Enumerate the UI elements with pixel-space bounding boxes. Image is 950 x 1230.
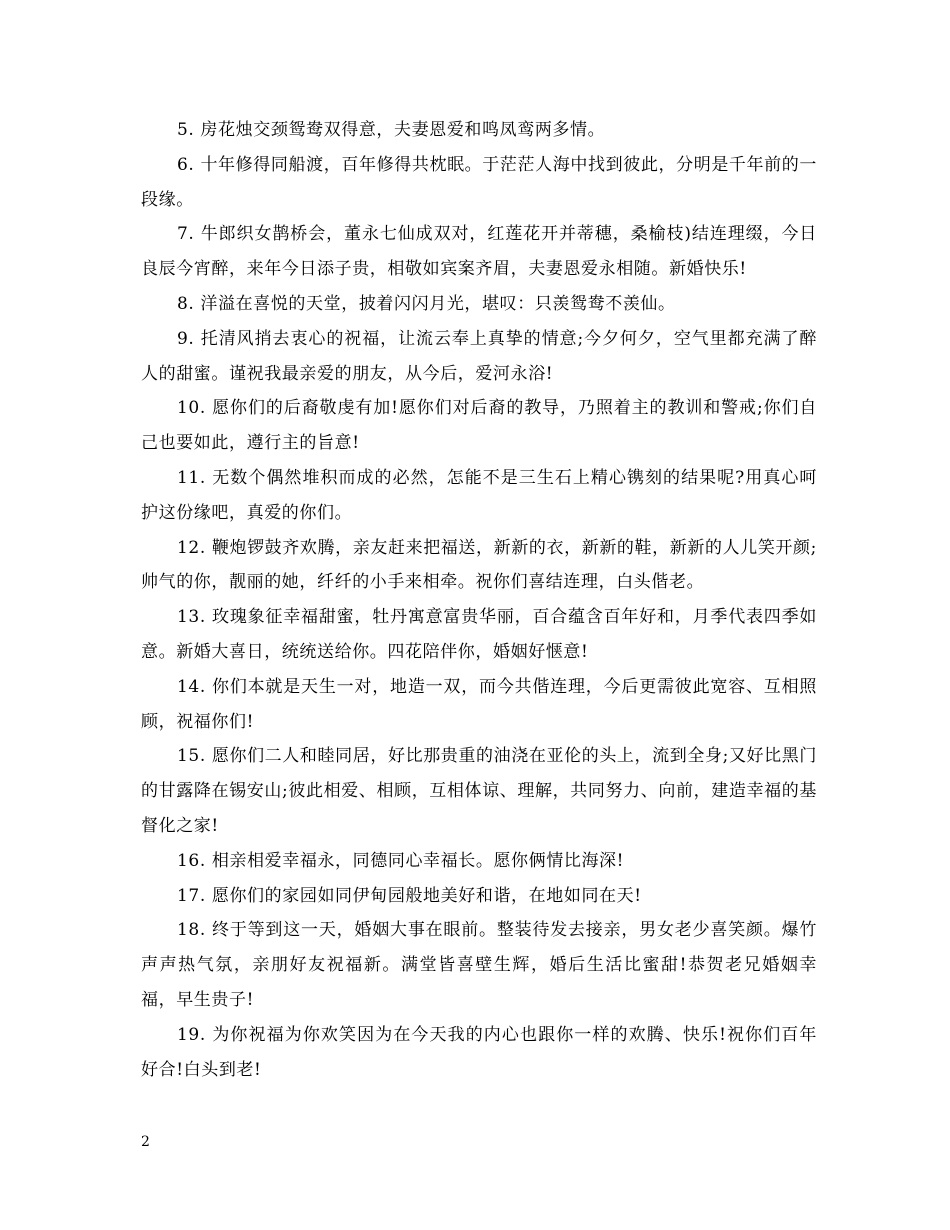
blessing-paragraph: 16. 相亲相爱幸福永，同德同心幸福长。愿你俩情比海深! [177,850,625,871]
blessing-paragraph: 8. 洋溢在喜悦的天堂，披着闪闪月光，堪叹：只羡鸳鸯不羡仙。 [177,293,676,314]
blessing-paragraph: 6. 十年修得同船渡，百年修得共枕眠。于茫茫人海中找到彼此，分明是千年前的一段缘。 [141,154,817,210]
blessing-paragraph: 17. 愿你们的家园如同伊甸园般地美好和谐，在地如同在天! [177,885,642,906]
blessing-paragraph: 13. 玫瑰象征幸福甜蜜，牡丹寓意富贵华丽，百合蕴含百年好和，月季代表四季如意。新婚大喜日，统统送给你。四花陪伴你，婚姻好惬意! [141,607,817,662]
blessing-paragraph: 11. 无数个偶然堆积而成的必然，怎能不是三生石上精心镌刻的结果呢?用真心呵护这份缘吧，真爱的你们。 [141,467,817,523]
blessing-paragraph: 19. 为你祝福为你欢笑因为在今天我的内心也跟你一样的欢腾、快乐!祝你们百年好合!白头到老! [141,1024,817,1080]
page-number: 2 [141,1134,150,1150]
blessing-paragraph: 12. 鞭炮锣鼓齐欢腾，亲友赶来把福送，新新的衣，新新的鞋，新新的人儿笑开颜;帅气的你，靓丽的她，纤纤的小手来相牵。祝你们喜结连理，白头偕老。 [141,537,817,593]
blessing-paragraph: 18. 终于等到这一天，婚姻大事在眼前。整装待发去接亲，男女老少喜笑颜。爆竹声声热气氛，亲朋好友祝福新。满堂皆喜壁生辉，婚后生活比蜜甜!恭贺老兄婚姻幸福，早生贵子! [141,920,817,1010]
blessing-paragraph: 15. 愿你们二人和睦同居，好比那贵重的油浇在亚伦的头上，流到全身;又好比黑门的甘露降在锡安山;彼此相爱、相顾，互相体谅、理解，共同努力、向前，建造幸福的基督化之家! [141,746,817,836]
document-body [141,113,817,1087]
blessing-paragraph: 5. 房花烛交颈鸳鸯双得意，夫妻恩爱和鸣凤鸾两多情。 [177,120,606,140]
blessing-paragraph: 10. 愿你们的后裔敬虔有加!愿你们对后裔的教导，乃照着主的教训和警戒;你们自己也要如此，遵行主的旨意! [141,398,817,454]
blessing-paragraph: 9. 托清风捎去衷心的祝福，让流云奉上真挚的情意;今夕何夕，空气里都充满了醉人的甜蜜。谨祝我最亲爱的朋友，从今后，爱河永浴! [141,328,817,384]
blessing-paragraph: 7. 牛郎织女鹊桥会，董永七仙成双对，红莲花开并蒂穗，桑榆枝)结连理缀，今日良辰今宵醉，来年今日添子贵，相敬如宾案齐眉，夫妻恩爱永相随。新婚快乐! [141,224,817,280]
blessing-paragraph: 14. 你们本就是天生一对，地造一双，而今共偕连理，今后更需彼此宽容、互相照顾，祝福你们! [141,676,817,732]
